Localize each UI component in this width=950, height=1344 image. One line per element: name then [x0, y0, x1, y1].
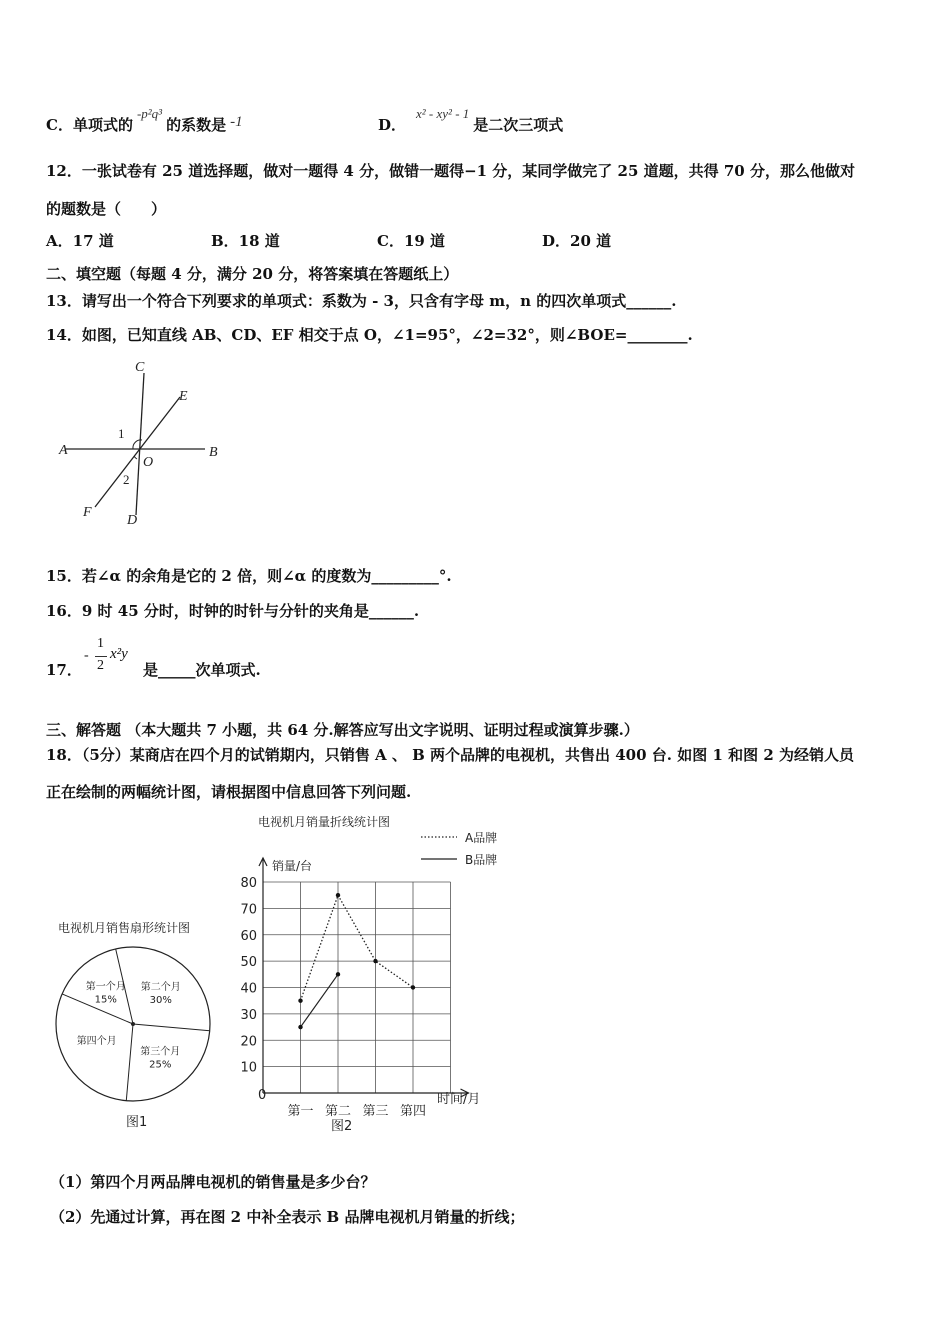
y-tick-label: 80: [240, 876, 257, 891]
label-e: E: [179, 389, 188, 404]
q13: 13．请写出一个符合下列要求的单项式：系数为 - 3，只含有字母 m，n 的四次单项式______.: [46, 292, 677, 310]
y-axis-label: 销量/台: [272, 859, 313, 873]
y-tick-label: 50: [240, 955, 257, 971]
q17-text: 是_____次单项式.: [143, 661, 261, 679]
monomial-body: x²y: [110, 646, 128, 662]
q17-expression: [84, 636, 144, 680]
label-d: D: [127, 513, 138, 528]
data-point: [336, 972, 340, 976]
x-axis-label: 时间/月: [437, 1092, 481, 1107]
fraction-denominator: 2: [97, 658, 104, 673]
pie-center-dot: [131, 1022, 135, 1026]
chart-axes: [259, 858, 469, 1119]
q18-stem-line2: 正在绘制的两幅统计图，请根据图中信息回答下列问题.: [46, 783, 412, 801]
q12-option-c: C．19 道: [377, 232, 446, 250]
data-point: [298, 1025, 302, 1029]
x-tick-label: 第一: [287, 1104, 314, 1119]
series-line: [301, 974, 339, 1027]
x-tick-label: 第二: [324, 1104, 352, 1119]
minus-sign: -: [84, 648, 89, 663]
q12-stem-line2: 的题数是（ ）: [46, 200, 167, 218]
line-chart-title: 电视机月销量折线统计图: [258, 815, 391, 829]
data-point: [336, 893, 340, 897]
pie-slice-boundary: [133, 1024, 210, 1031]
x-tick-label: 第四: [399, 1104, 427, 1119]
data-point: [298, 998, 302, 1002]
q11-option-c: C．单项式的-p²q³的系数是 -1: [46, 106, 243, 134]
q11-option-d: D．x² - xy² - 1是二次三项式: [378, 106, 564, 134]
label-b: B: [209, 445, 218, 460]
pie-slice-label: 第二个月: [140, 982, 181, 994]
pie-slice-label: 第三个月: [140, 1046, 181, 1058]
y-tick-label: 20: [240, 1034, 257, 1050]
fraction-numerator: 1: [97, 636, 104, 651]
monomial-expr: -p²q³: [136, 106, 163, 121]
q18-sub2: （2）先通过计算，再在图 2 中补全表示 B 品牌电视机月销量的折线；: [50, 1208, 525, 1226]
y-tick-label: 70: [240, 902, 257, 918]
q14-figure: [55, 355, 235, 530]
q18-stem-line1: 18．（5分）某商店在四个月的试销期内，只销售 A 、 B 两个品牌的电视机，共售出 400 台. 如图 1 和图 2 为经销人员: [46, 746, 854, 764]
section3-heading: 三、解答题 （本大题共 7 小题，共 64 分.解答应写出文字说明、证明过程或演算步骤.）: [46, 721, 639, 739]
pie-slice-label: 第四个月: [76, 1035, 117, 1047]
pie-slice-label: 第一个月: [85, 981, 126, 993]
label-f: F: [83, 505, 92, 520]
fraction-bar: [95, 656, 107, 657]
pie-slice-value: 15%: [94, 994, 117, 1006]
y-tick-label: 10: [240, 1060, 257, 1076]
y-tick-label: 30: [240, 1007, 257, 1023]
pie-labels: [77, 980, 181, 1071]
q17: 17．: [46, 661, 82, 679]
polynomial-expr: x² - xy² - 1: [416, 106, 470, 121]
pie-chart-title: 电视机月销售扇形统计图: [58, 921, 191, 935]
q14: 14．如图，已知直线 AB、CD、EF 相交于点 O，∠1=95°，∠2=32°，则∠BOE=________.: [46, 326, 693, 344]
label-c: C: [135, 360, 145, 375]
pie-slice-value: 30%: [149, 995, 172, 1007]
q12-stem-line1: 12．一张试卷有 25 道选择题，做对一题得 4 分，做错一题得−1 分，某同学做完了 25 道题，共得 70 分，那么他做对: [46, 162, 855, 180]
label-1: 1: [118, 426, 125, 441]
pie-chart-figure: [50, 915, 230, 1140]
origin-label: 0: [258, 1088, 267, 1103]
y-tick-label: 60: [240, 928, 257, 944]
q16: 16．9 时 45 分时，时钟的时针与分针的夹角是______.: [46, 602, 420, 620]
label-a: A: [59, 443, 68, 458]
q15: 15．若∠α 的余角是它的 2 倍，则∠α 的度数为_________°.: [46, 567, 452, 585]
label-o: O: [143, 455, 154, 470]
data-point: [373, 959, 377, 963]
y-tick-label: 40: [240, 981, 257, 997]
label-2: 2: [123, 472, 130, 487]
q18-sub1: （1）第四个月两品牌电视机的销售量是多少台？: [50, 1173, 376, 1191]
pie-slice-boundary: [126, 1024, 133, 1101]
section2-heading: 二、填空题（每题 4 分，满分 20 分，将答案填在答题纸上）: [46, 265, 459, 283]
line-chart-figure: [225, 810, 525, 1140]
q12-option-d: D．20 道: [542, 232, 612, 250]
legend-label: B品牌: [465, 853, 498, 867]
q12-option-a: A．17 道: [46, 232, 114, 250]
line-chart-legend: [421, 830, 497, 867]
pie-slice-value: 25%: [149, 1059, 172, 1071]
line-chart-caption: 图2: [331, 1119, 353, 1134]
x-tick-label: 第三: [362, 1104, 389, 1119]
series-line: [301, 895, 414, 1001]
pie-caption: 图1: [126, 1115, 148, 1130]
q12-option-b: B．18 道: [211, 232, 280, 250]
coefficient-value: -1: [230, 114, 243, 130]
legend-label: A品牌: [465, 831, 498, 845]
data-point: [411, 985, 415, 989]
